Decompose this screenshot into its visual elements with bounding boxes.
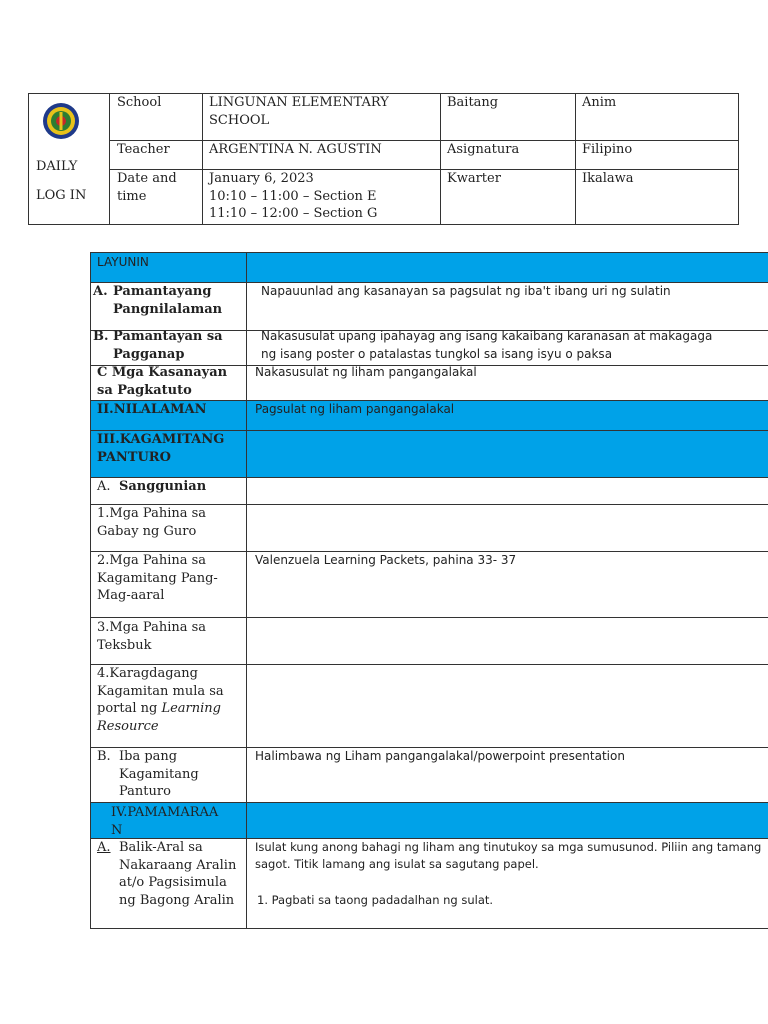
learning-resource-italic: Learning Resource	[97, 701, 221, 734]
grade-label: Baitang	[447, 95, 499, 110]
datetime-value: January 6, 2023 10:10 – 11:00 – Section E 11:10 – 12:00 – Section G	[209, 171, 378, 221]
balik-aral-instruction: Isulat kung anong bahagi ng liham ang tinutukoy sa mga sumusunod. Piliin ang tamang sagot. Titik lamang ang isulat sa sagutang papel.	[255, 840, 762, 871]
karagdagang-kagamitan-row	[91, 665, 768, 748]
header-divider	[109, 140, 738, 141]
row-letter: A.	[97, 840, 111, 855]
header-table	[28, 93, 739, 225]
sanggunian-row	[91, 478, 768, 505]
gabay-ng-guro-label: 1.Mga Pahina sa Gabay ng Guro	[97, 506, 207, 539]
pamantayan-sa-pagganap-label: Pamantayan sa Pagganap	[113, 329, 223, 362]
school-value: LINGUNAN ELEMENTARY SCHOOL	[209, 95, 389, 128]
datetime-label: Date and time	[117, 171, 177, 204]
row-letter: B.	[97, 749, 111, 764]
iba-pang-kagamitan-value: Halimbawa ng Liham pangangalakal/powerpoint presentation	[255, 749, 625, 763]
row-letter: B.	[93, 329, 109, 344]
header-divider	[202, 94, 203, 224]
quarter-value: Ikalawa	[582, 171, 634, 186]
section-pamamaraan-row	[91, 803, 768, 839]
teksbuk-label: 3.Mga Pahina sa Teksbuk	[97, 620, 207, 653]
nilalaman-value: Pagsulat ng liham pangangalakal	[255, 402, 455, 416]
deped-seal-logo	[42, 102, 80, 140]
header-divider	[440, 94, 441, 224]
daily-log-label: DAILY LOG IN	[36, 159, 87, 203]
pamantayan-sa-pagganap-value: Nakasusulat upang ipahayag ang isang kakaibang karanasan at makagaga ng isang poster o patalastas tungkol sa isang isyu o paksa	[261, 329, 713, 361]
kagamitang-mag-aaral-label: 2.Mga Pahina sa Kagamitang Pang- Mag-aaral	[97, 553, 218, 603]
nilalaman-heading: II.NILALAMAN	[97, 402, 207, 417]
row-letter: A.	[93, 284, 108, 299]
quarter-label: Kwarter	[447, 171, 501, 186]
iba-pang-kagamitan-row	[91, 748, 768, 803]
balik-aral-row	[91, 839, 768, 929]
teacher-label: Teacher	[117, 142, 170, 157]
section-nilalaman-row	[91, 401, 768, 431]
row-letter: A.	[97, 479, 111, 494]
kagamitan-heading: III.KAGAMITANG PANTURO	[97, 432, 225, 465]
balik-aral-label: Balik-Aral sa Nakaraang Aralin at/o Pagsisimula ng Bagong Aralin	[119, 840, 237, 908]
header-divider	[109, 94, 110, 224]
iba-pang-kagamitan-label: Iba pang Kagamitang Panturo	[119, 749, 199, 799]
kasanayan-sa-pagkatuto-label: C Mga Kasanayan sa Pagkatuto	[97, 365, 228, 398]
subject-label: Asignatura	[447, 142, 520, 157]
kasanayan-sa-pagkatuto-row	[91, 366, 768, 401]
header-divider	[575, 94, 576, 224]
subject-value: Filipino	[582, 142, 633, 157]
school-label: School	[117, 95, 162, 110]
section-kagamitan-row	[91, 431, 768, 478]
section-layunin-row	[91, 253, 768, 283]
teksbuk-row	[91, 618, 768, 665]
pamantayang-pangnilalaman-label: Pamantayang Pangnilalaman	[113, 284, 223, 317]
kagamitang-mag-aaral-row	[91, 552, 768, 618]
balik-aral-item-1: 1. Pagbati sa taong padadalhan ng sulat.	[257, 893, 494, 907]
karagdagang-kagamitan-label: 4.Karagdagang Kagamitan mula sa portal ng Learning Resource	[97, 666, 224, 734]
grade-value: Anim	[582, 95, 617, 110]
pamantayang-pangnilalaman-row	[91, 283, 768, 331]
kagamitang-mag-aaral-value: Valenzuela Learning Packets, pahina 33- 37	[255, 553, 517, 567]
pamamaraan-heading: IV.PAMAMARAA N	[111, 805, 219, 838]
teacher-value: ARGENTINA N. AGUSTIN	[209, 142, 382, 157]
lesson-plan-table	[90, 252, 768, 929]
pamantayan-sa-pagganap-row	[91, 331, 768, 366]
pamantayang-pangnilalaman-value: Napauunlad ang kasanayan sa pagsulat ng iba't ibang uri ng sulatin	[261, 284, 671, 298]
gabay-ng-guro-row	[91, 505, 768, 552]
layunin-heading: LAYUNIN	[97, 255, 149, 269]
sanggunian-label: Sanggunian	[119, 479, 207, 494]
kasanayan-sa-pagkatuto-value: Nakasusulat ng liham pangangalakal	[255, 365, 477, 379]
header-divider	[109, 169, 738, 170]
